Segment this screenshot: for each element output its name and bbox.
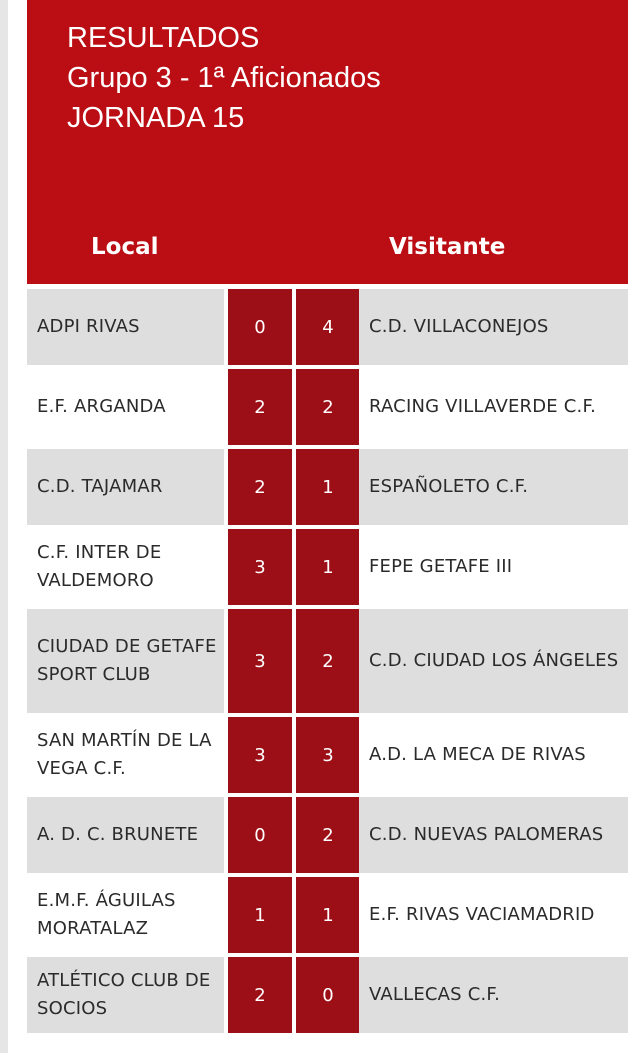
home-score: 2 (228, 369, 292, 445)
away-team: RACING VILLAVERDE C.F. (359, 369, 628, 445)
match-row (27, 609, 628, 713)
page-title: RESULTADOS (67, 22, 260, 54)
match-row (27, 957, 628, 1033)
home-team: E.F. ARGANDA (27, 369, 224, 445)
home-team: ADPI RIVAS (27, 289, 224, 365)
away-score: 1 (296, 529, 360, 605)
results-header (27, 0, 628, 284)
home-team: SAN MARTÍN DE LA VEGA C.F. (27, 717, 224, 793)
away-score: 1 (296, 449, 360, 525)
home-score: 3 (228, 529, 292, 605)
away-score: 3 (296, 717, 360, 793)
away-team: FEPE GETAFE III (359, 529, 628, 605)
home-score: 3 (228, 609, 292, 713)
away-score: 2 (296, 369, 360, 445)
home-score: 0 (228, 797, 292, 873)
away-score: 4 (296, 289, 360, 365)
away-score: 1 (296, 877, 360, 953)
away-team: C.D. CIUDAD LOS ÁNGELES (359, 609, 628, 713)
home-team: C.F. INTER DE VALDEMORO (27, 529, 224, 605)
away-team: ESPAÑOLETO C.F. (359, 449, 628, 525)
match-row (27, 717, 628, 793)
round-title: JORNADA 15 (67, 102, 245, 134)
match-row (27, 529, 628, 605)
local-column-header: Local (91, 234, 159, 260)
away-team: C.D. VILLACONEJOS (359, 289, 628, 365)
match-row (27, 797, 628, 873)
away-team: A.D. LA MECA DE RIVAS (359, 717, 628, 793)
home-score: 3 (228, 717, 292, 793)
group-title: Grupo 3 - 1ª Aficionados (67, 62, 381, 94)
away-team: VALLECAS C.F. (359, 957, 628, 1033)
away-team: E.F. RIVAS VACIAMADRID (359, 877, 628, 953)
away-score: 2 (296, 797, 360, 873)
home-team: CIUDAD DE GETAFE SPORT CLUB (27, 609, 224, 713)
home-score: 2 (228, 449, 292, 525)
home-team: A. D. C. BRUNETE (27, 797, 224, 873)
home-score: 1 (228, 877, 292, 953)
home-score: 2 (228, 957, 292, 1033)
home-team: ATLÉTICO CLUB DE SOCIOS (27, 957, 224, 1033)
match-row (27, 877, 628, 953)
match-row (27, 289, 628, 365)
home-team: E.M.F. ÁGUILAS MORATALAZ (27, 877, 224, 953)
match-row (27, 369, 628, 445)
visitor-column-header: Visitante (389, 234, 506, 260)
away-score: 0 (296, 957, 360, 1033)
away-score: 2 (296, 609, 360, 713)
home-score: 0 (228, 289, 292, 365)
match-row (27, 449, 628, 525)
home-team: C.D. TAJAMAR (27, 449, 224, 525)
away-team: C.D. NUEVAS PALOMERAS (359, 797, 628, 873)
